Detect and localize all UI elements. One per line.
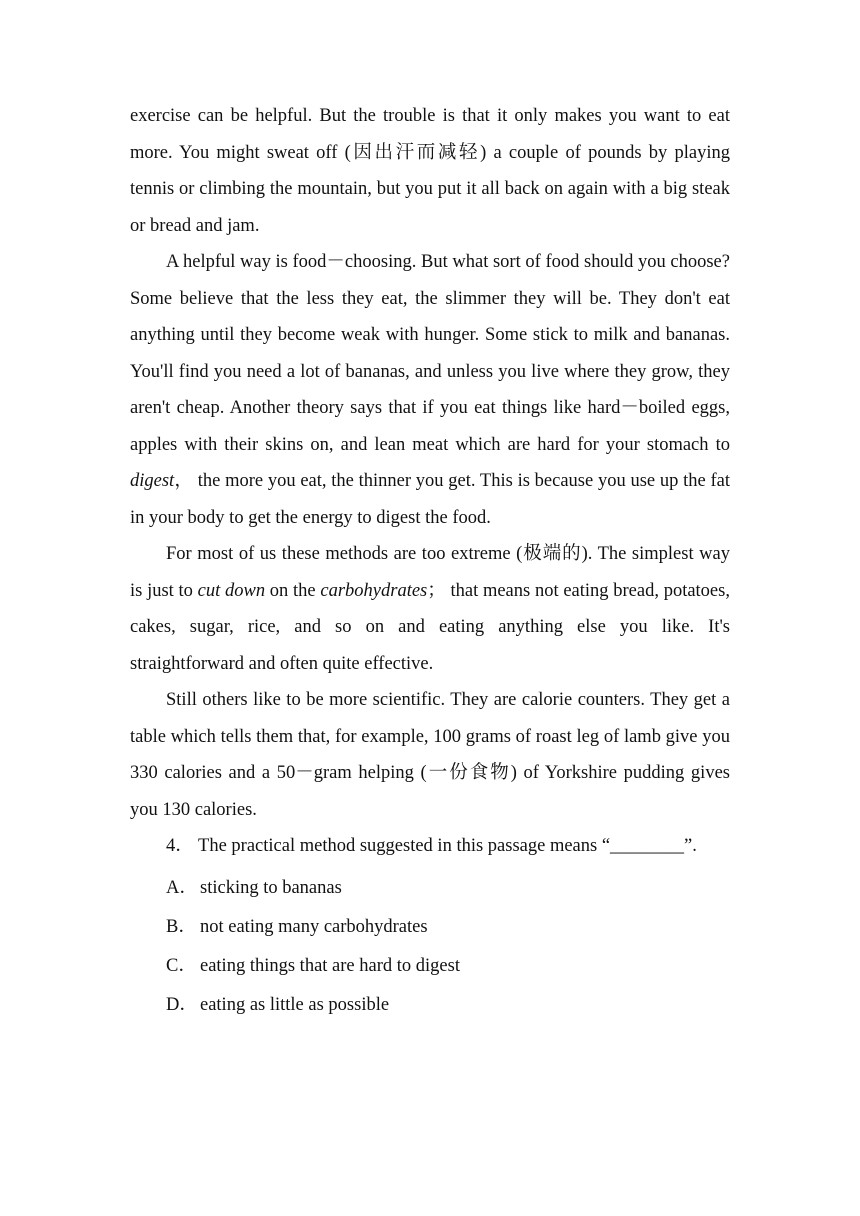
option-letter: C． bbox=[166, 955, 197, 976]
document-page bbox=[130, 98, 730, 1025]
emphasized-term-carbohydrates: carbohydrates bbox=[320, 580, 428, 601]
question-stem: 4． The practical method suggested in this passage means “________”. bbox=[166, 836, 697, 856]
option-letter: A． bbox=[166, 877, 198, 898]
option-b[interactable] bbox=[130, 908, 730, 947]
paragraph-text: ， the more you eat, the thinner you get. This is because you use up the fat in your body to get the energy to digest the food. bbox=[130, 471, 730, 528]
paragraph-exercise: exercise can be helpful. But the trouble is that it only makes you want to eat more. You might sweat off (因出汗而减轻) a couple of pounds by playing tennis or climbing the mountain, but you put it all back on again with a big steak or bread and jam. bbox=[130, 106, 730, 236]
option-text: eating things that are hard to digest bbox=[200, 955, 460, 976]
option-text: sticking to bananas bbox=[200, 877, 342, 898]
paragraph-text: A helpful way is food－choosing. But what sort of food should you choose? Some believe that the less they eat, the slimmer they will be. They don't eat anything until they become weak with hunger. Some stick to milk and bananas. You'll find you need a lot of bananas, and unless you live where they grow, they aren't cheap. Another theory says that if you eat things like hard－boiled eggs, apples with their skins on, and lean meat which are hard for your stomach to bbox=[130, 252, 730, 455]
option-letter: D． bbox=[166, 994, 198, 1015]
option-text: not eating many carbohydrates bbox=[200, 916, 428, 937]
option-text: eating as little as possible bbox=[200, 994, 390, 1015]
paragraph-text: For most of us these methods are too extreme (极端的). The simplest way is just to bbox=[130, 544, 730, 601]
paragraph-carbohydrates bbox=[130, 536, 730, 682]
option-c[interactable] bbox=[130, 947, 730, 986]
emphasized-term-digest: digest bbox=[130, 471, 175, 491]
paragraph-food-choosing bbox=[130, 244, 730, 536]
paragraph-calorie-counters: Still others like to be more scientific. They are calorie counters. They get a table which tells them that, for example, 100 grams of roast leg of lamb give you 330 calories and a 50－gram helping (一份食物) of Yorkshire pudding gives you 130 calories. bbox=[130, 690, 730, 820]
paragraph-text: on the bbox=[265, 580, 321, 601]
option-a[interactable] bbox=[130, 869, 730, 908]
emphasized-term-cut-down: cut down bbox=[197, 580, 266, 601]
answer-options bbox=[130, 869, 730, 1025]
option-letter: B． bbox=[166, 916, 197, 937]
paragraph-text: ； that means not eating bread, potatoes, cakes, sugar, rice, and so on and eating anything else you like. It's straightforward and often quite effective. bbox=[130, 580, 730, 674]
option-d[interactable] bbox=[130, 986, 730, 1025]
